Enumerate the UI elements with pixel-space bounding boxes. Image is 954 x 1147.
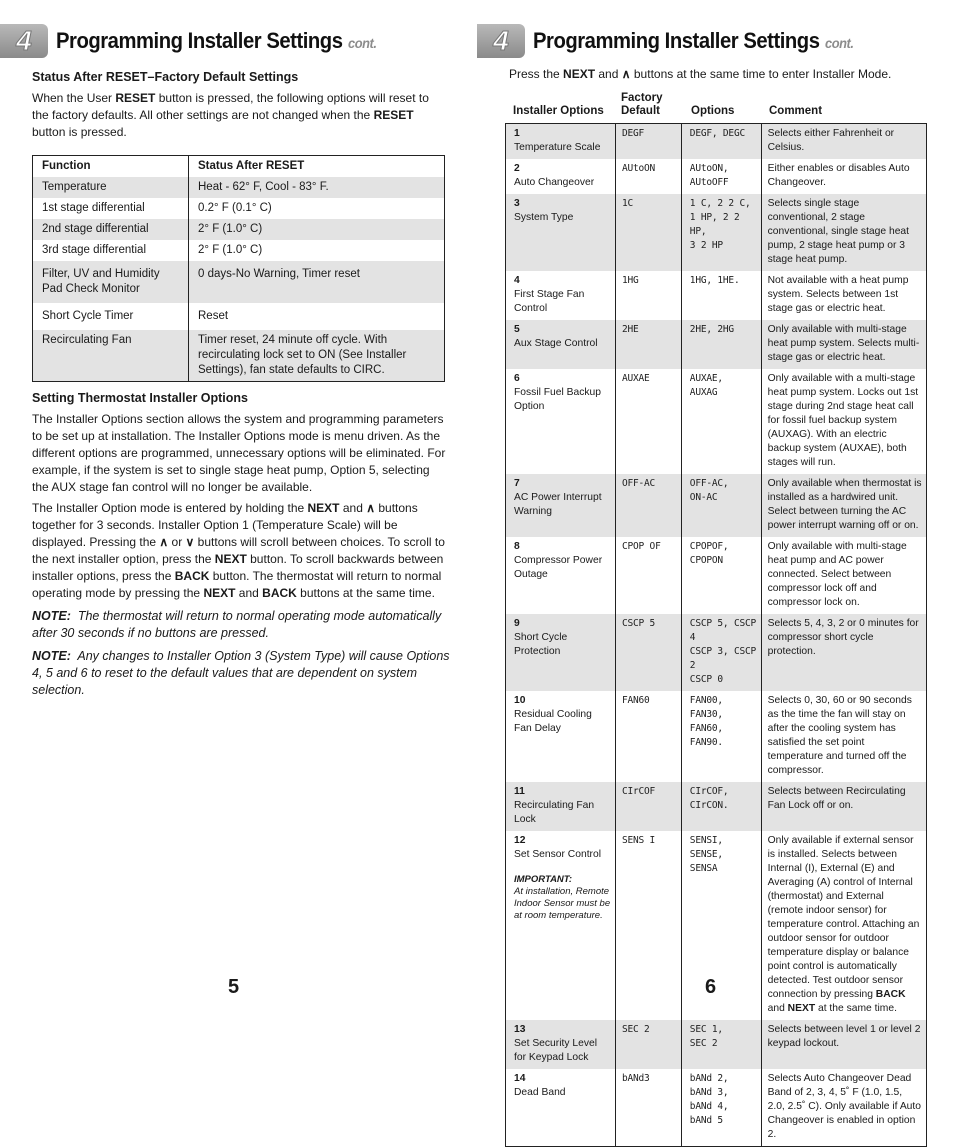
- options-cell: [681, 831, 761, 1020]
- options-cell: [681, 369, 761, 474]
- factory-default-cell: AUtoON: [615, 159, 681, 194]
- page-title: Programming Installer Settings cont.: [56, 28, 377, 53]
- comment-cell: Either enables or disables Auto Changeover.: [767, 163, 910, 188]
- option-label: Auto Changeover: [514, 177, 595, 188]
- option-value: SENSE,: [689, 849, 723, 860]
- up-arrow-icon: ∧: [159, 535, 169, 549]
- right-header: [477, 22, 881, 60]
- comment-cell: Selects 5, 4, 3, 2 or 0 minutes for compressor short cycle protection.: [761, 614, 926, 691]
- options-paragraph-1: The Installer Options section allows the system and programming parameters to be set up at installation. The Installer Options mode is menu driven. As the different options are programmed, unnecessary options will be eliminated. For example, if the system is set to single stage heat pump, Option 5, selecting the AUX stage fan control will no longer be available.: [32, 412, 446, 494]
- table-row: [506, 159, 927, 194]
- factory-default-cell: FAN60: [615, 691, 681, 782]
- up-arrow-icon: ∧: [366, 501, 376, 515]
- factory-default-cell: bANd3: [615, 1069, 681, 1147]
- table-row: [506, 1069, 927, 1147]
- option-value: OFF-AC,: [689, 478, 729, 489]
- factory-default-cell: CPOP OF: [615, 537, 681, 614]
- reset-intro: When the User RESET button is pressed, the following options will reset to the factory defaults. All other settings are not changed when the RESET button is pressed.: [32, 91, 429, 139]
- option-value: AUXAE,: [689, 373, 723, 384]
- option-value: 1HG, 1HE.: [689, 275, 740, 286]
- option-number: 8: [514, 541, 520, 552]
- table-row: Temperature Heat - 62° F, Cool - 83° F.: [33, 177, 445, 198]
- table-row: [506, 537, 927, 614]
- options-cell: [681, 194, 761, 271]
- option-name-cell: [506, 271, 616, 320]
- section-badge: 4: [0, 24, 48, 58]
- factory-default-cell: SEC 2: [615, 1020, 681, 1069]
- down-arrow-icon: ∨: [185, 535, 195, 549]
- option-value: bANd 2,: [689, 1073, 729, 1084]
- option-value: AUtoOFF: [689, 177, 729, 188]
- option-number: 3: [514, 198, 520, 209]
- comment-cell: Selects either Fahrenheit or Celsius.: [761, 124, 926, 160]
- left-header: [0, 22, 404, 60]
- right-page: [477, 0, 954, 1140]
- table-row: [506, 124, 927, 160]
- option-value: bANd 3,: [689, 1087, 729, 1098]
- factory-default-cell: CIrCOF: [615, 782, 681, 831]
- options-cell: [681, 271, 761, 320]
- reset-heading: Status After RESET–Factory Default Settings: [32, 70, 299, 84]
- option-name-cell: [506, 474, 616, 537]
- option-number: 13: [514, 1024, 526, 1035]
- table-header-row: [33, 156, 445, 178]
- cont-label: cont.: [348, 35, 377, 51]
- option-value: ON-AC: [689, 492, 718, 503]
- options-cell: [681, 124, 761, 160]
- option-value: CPOPOF,: [689, 541, 729, 552]
- option-name-cell: [506, 691, 616, 782]
- cont-label: cont.: [825, 35, 854, 51]
- option-value: CPOPON: [689, 555, 723, 566]
- option-value: CSCP 3, CSCP 2: [689, 646, 757, 671]
- comment-cell: Only available with multi-stage heat pump and AC power connected. Select between compressor lock off and compressor lock on.: [767, 541, 907, 608]
- table-header: Status After RESET: [189, 156, 445, 178]
- page-number: 5: [228, 976, 240, 998]
- comment-cell: Selects Auto Changeover Dead Band of 2, 3, 4, 5˚ F (1.0, 1.5, 2.0, 2.5˚ C). Only available if Auto Changeover is enabled in option 2.: [767, 1073, 921, 1140]
- factory-default-cell: 1HG: [615, 271, 681, 320]
- options-cell: [681, 474, 761, 537]
- options-paragraph-2: The Installer Option mode is entered by holding the NEXT and ∧ buttons together for 3 seconds. Installer Option 1 (Temperature Scale) will be displayed. Pressing the ∧ or ∨ buttons will scroll between choices. To scroll to the next installer option, press the NEXT button. To scroll backwards between installer options, press the BACK button. The thermostat will return to normal operating mode by pressing the NEXT and BACK buttons at the same time.: [32, 501, 445, 600]
- reset-table: [32, 155, 445, 382]
- table-row: [506, 369, 927, 474]
- option-value: SENSA: [689, 863, 718, 874]
- section-badge: 4: [477, 24, 525, 58]
- comment-cell: Not available with a heat pump system. Selects between 1st stage gas or electric heat.: [767, 275, 909, 314]
- options-cell: [681, 1069, 761, 1147]
- option-value: CIrCOF, CIrCON.: [689, 786, 729, 811]
- comment-cell: Selects 0, 30, 60 or 90 seconds as the time the fan will stay on after the cooling system has satisfied the set point temperature and turned off the compressor.: [767, 695, 912, 776]
- option-value: SEC 1,: [689, 1024, 723, 1035]
- option-label: System Type: [514, 212, 574, 223]
- option-label: Recirculating Fan Lock: [514, 800, 595, 825]
- option-number: 7: [514, 478, 520, 489]
- option-value: CSCP 5, CSCP 4: [689, 618, 757, 643]
- table-row: Short Cycle Timer Reset: [33, 303, 445, 330]
- option-number: 1: [514, 128, 520, 139]
- table-row: [506, 782, 927, 831]
- option-label: Dead Band: [514, 1087, 566, 1098]
- option-number: 10: [514, 695, 526, 706]
- left-page: [0, 0, 477, 1018]
- option-number: 9: [514, 618, 520, 629]
- option-number: 5: [514, 324, 520, 335]
- note-1: NOTE: The thermostat will return to normal operating mode automatically after 30 seconds if no buttons are pressed.: [32, 609, 442, 640]
- table-row: [506, 1020, 927, 1069]
- table-row: [506, 614, 927, 691]
- factory-default-cell: DEGF: [615, 124, 681, 160]
- comment-cell: Only available when thermostat is installed as a hardwired unit. Select between turning the AC power interrupt warning off or on.: [761, 474, 926, 537]
- option-value: SENSI,: [689, 835, 723, 846]
- option-name-cell: [506, 1069, 616, 1147]
- option-label: Fossil Fuel Backup Option: [514, 387, 601, 412]
- option-label: Compressor Power Outage: [514, 555, 603, 580]
- table-row: Filter, UV and Humidity Pad Check Monitor 0 days-No Warning, Timer reset: [33, 261, 445, 303]
- option-value: DEGF, DEGC: [689, 128, 745, 139]
- up-arrow-icon: ∧: [621, 67, 631, 81]
- options-cell: [681, 614, 761, 691]
- table-header: Function: [33, 156, 189, 178]
- option-label: Set Security Level for Keypad Lock: [514, 1038, 597, 1063]
- options-cell: [681, 320, 761, 369]
- options-cell: [681, 691, 761, 782]
- table-row: [506, 691, 927, 782]
- option-label: Short Cycle Protection: [514, 632, 568, 657]
- header-comment: Comment: [769, 105, 823, 117]
- factory-default-cell: CSCP 5: [615, 614, 681, 691]
- option-name-cell: [506, 1020, 616, 1069]
- comment-cell: Only available if external sensor is installed. Selects between Internal (I), External (E) and Averaging (A) control of Internal (thermostat) and External (remote indoor sensor) for temperature control. Attaching an outdoor sensor for outdoor temperature display or balance point control is automatically detected. Test outdoor sensor connection by pressing BACK and NEXT at the same time.: [767, 835, 920, 1014]
- installer-intro: Press the NEXT and ∧ buttons at the same time to enter Installer Mode.: [509, 67, 892, 81]
- header-installer-options: Installer Options: [513, 105, 604, 117]
- table-row: 1st stage differential 0.2° F (0.1° C): [33, 198, 445, 219]
- comment-cell: Selects single stage conventional, 2 stage conventional, single stage heat pump, 2 stage heat pump or 3 stage heat pump.: [761, 194, 926, 271]
- option-name-cell: [506, 614, 616, 691]
- comment-cell: Only available with a multi-stage heat pump system. Locks out 1st stage during 2nd stage heat call for fossil fuel backup system (AUXAG). With an electric backup system (AUXAE), both stages will run.: [767, 373, 919, 468]
- option-value: FAN00, FAN30,: [689, 695, 723, 720]
- comment-cell: Selects between Recirculating Fan Lock off or on.: [761, 782, 926, 831]
- option-number: 2: [514, 163, 520, 174]
- option-value: 3 2 HP: [689, 240, 723, 251]
- options-heading: Setting Thermostat Installer Options: [32, 391, 248, 405]
- factory-default-cell: 1C: [615, 194, 681, 271]
- option-number: 4: [514, 275, 520, 286]
- option-number: 6: [514, 373, 520, 384]
- option-value: 1 HP, 2 2 HP,: [689, 212, 740, 237]
- note-2: NOTE: Any changes to Installer Option 3 (System Type) will cause Options 4, 5 and 6 to reset to the default values that are dependent on system selection.: [32, 649, 450, 697]
- header-factory-default: Factory Default: [621, 92, 663, 117]
- options-cell: [681, 782, 761, 831]
- option-value: 2HE, 2HG: [689, 324, 734, 335]
- option-name-cell: [506, 159, 616, 194]
- option-label: First Stage Fan Control: [514, 289, 585, 314]
- table-row: 2nd stage differential 2° F (1.0° C): [33, 219, 445, 240]
- option-number: 14: [514, 1073, 526, 1084]
- options-cell: [681, 159, 761, 194]
- option-name-cell: [506, 537, 616, 614]
- factory-default-cell: AUXAE: [615, 369, 681, 474]
- option-value: AUtoON,: [689, 163, 729, 174]
- option-value: AUXAG: [689, 387, 718, 398]
- table-row: 3rd stage differential 2° F (1.0° C): [33, 240, 445, 261]
- option-number: 11: [514, 786, 525, 797]
- comment-cell: Selects between level 1 or level 2 keypad lockout.: [761, 1020, 926, 1069]
- option-name-cell: [506, 782, 616, 831]
- option-value: 1 C, 2 2 C,: [689, 198, 751, 209]
- option-value: SEC 2: [689, 1038, 718, 1049]
- option-name-cell: [506, 831, 616, 1020]
- page-title: Programming Installer Settings cont.: [533, 28, 854, 53]
- factory-default-cell: OFF-AC: [615, 474, 681, 537]
- option-name-cell: [506, 320, 616, 369]
- option-value: CSCP 0: [689, 674, 723, 685]
- important-note: IMPORTANT: At installation, Remote Indoor Sensor must be at room temperature.: [514, 874, 611, 921]
- option-label: Aux Stage Control: [514, 338, 598, 349]
- table-row: Recirculating Fan Timer reset, 24 minute off cycle. With recirculating lock set to ON (See Installer Settings), fan state defaults to CIRC.: [33, 330, 445, 382]
- header-options: Options: [691, 105, 735, 117]
- table-row: [506, 194, 927, 271]
- option-number: 12: [514, 835, 526, 846]
- options-cell: [681, 1020, 761, 1069]
- table-row: [506, 271, 927, 320]
- factory-default-cell: SENS I: [615, 831, 681, 1020]
- installer-table-header: [505, 90, 925, 124]
- comment-cell: Only available with multi-stage heat pump system. Selects multi-stage gas or electric heat.: [761, 320, 926, 369]
- option-name-cell: [506, 124, 616, 160]
- option-value: FAN60, FAN90.: [689, 723, 723, 748]
- option-name-cell: [506, 369, 616, 474]
- option-label: Temperature Scale: [514, 142, 601, 153]
- factory-default-cell: 2HE: [615, 320, 681, 369]
- option-value: bANd 4,: [689, 1101, 729, 1112]
- option-label: Residual Cooling Fan Delay: [514, 709, 592, 734]
- option-name-cell: [506, 194, 616, 271]
- option-value: bANd 5: [689, 1115, 723, 1126]
- options-cell: [681, 537, 761, 614]
- table-row: [506, 474, 927, 537]
- page-number: 6: [705, 976, 717, 998]
- option-label: AC Power Interrupt Warning: [514, 492, 602, 517]
- option-label: Set Sensor Control: [514, 849, 601, 860]
- table-row: [506, 320, 927, 369]
